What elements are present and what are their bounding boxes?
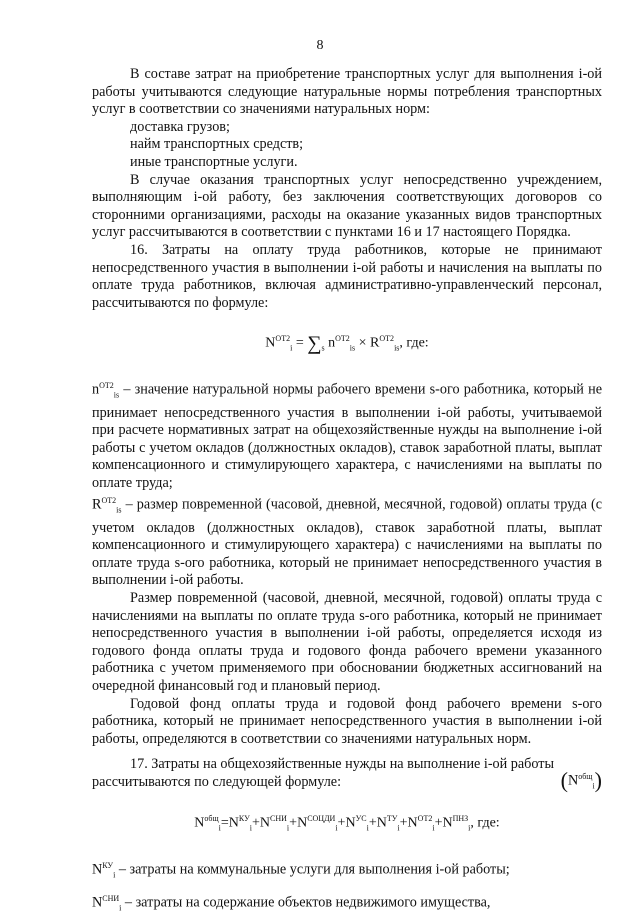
formula-symbol: N [345, 815, 356, 831]
formula-sup: ОТ2 [417, 813, 433, 823]
formula-symbol: N [442, 815, 453, 831]
def-sup: ОТ2 [101, 496, 117, 506]
formula-sub: i [468, 823, 471, 832]
list-item: иные транспортные услуги. [130, 153, 298, 170]
def-symbol: n [92, 382, 100, 399]
def-sub: i [592, 781, 595, 791]
formula-ot2 [92, 330, 602, 357]
formula-sub: i [432, 823, 435, 832]
def-sub: i [113, 870, 116, 880]
formula-symbol: N [228, 815, 239, 831]
def-text: – размер повременной (часовой, дневной, месячной, годовой) оплаты труда (с учетом окладов (должностных окладов), ставок заработной платы, выплат компенсационного и стимулирующего характера) с начислениями на выплаты по оплате труда s-ого работника, который не принимает непосредственного участия в выполнении i-ой работы. [92, 497, 602, 589]
formula-sub: is [349, 343, 356, 353]
definition-sni [92, 890, 602, 917]
formula-sub: i [218, 823, 221, 832]
definition-n [92, 377, 602, 492]
definition-ku [92, 857, 602, 884]
page-number: 8 [316, 38, 324, 53]
formula-sup: УС [355, 813, 367, 823]
formula-tail: , где: [399, 335, 429, 351]
def-symbol: N [92, 894, 103, 911]
def-symbol: N [92, 861, 103, 878]
formula-symbol: N [259, 815, 271, 831]
def-sub: is [116, 506, 122, 516]
def-text: – затраты на коммунальные услуги для выполнения i-ой работы; [115, 861, 510, 878]
formula-sub: i [335, 823, 338, 832]
def-sup: общ [578, 771, 593, 781]
formula-symbol: N [265, 335, 276, 351]
formula-sub: i [397, 823, 400, 832]
formula-operator: × [358, 335, 367, 351]
formula-symbol: N [376, 815, 387, 831]
formula-sup: ОТ2 [275, 334, 291, 344]
paragraph-transport: В составе затрат на приобретение транспортных услуг для выполнения i-ой работы учитываются следующие натуральные нормы потребления транспортных услуг в соответствии со значениями натуральных норм: [92, 66, 602, 118]
formula-sub: i [290, 343, 293, 353]
sum-sign: ∑ [307, 332, 322, 355]
para17-text: 17. Затраты на общехозяйственные нужды на выполнение i-ой работы [130, 756, 555, 773]
formula-sub: i [249, 823, 252, 832]
def-symbol: N [567, 772, 579, 789]
formula-sup: СНИ [270, 813, 287, 823]
formula-sup: КУ [238, 813, 250, 823]
paragraph-annual-fund: Годовой фонд оплаты труда и годовой фонд рабочего времени s-ого работника, который не принимает непосредственного участия в выполнении i-ой работы, определяются в соответствии со значениями натуральных норм. [92, 695, 602, 747]
list-item: доставка грузов; [130, 118, 230, 135]
formula-sup: ОТ2 [379, 334, 395, 344]
document-body [92, 66, 602, 917]
formula-tail: , где: [470, 815, 500, 831]
formula-sup: ТУ [386, 813, 398, 823]
formula-operator: = [295, 335, 304, 351]
formula-general: $N^{общ}_i=N^{КУ}_i+N^{СНИ}_i+N^{СОЦДИ}_i+N^{УС}_i+N^{ТУ}_i+N^{ОТ2}_i+N^{ПНЗ}_i$, где: [194, 813, 500, 832]
formula-sup: общ [204, 813, 219, 823]
def-sub: i [119, 903, 122, 913]
paragraph-17-cont: рассчитываются по следующей формуле: [92, 773, 342, 790]
def-sup: СНИ [102, 893, 120, 903]
list-item: найм транспортных средств; [130, 136, 304, 153]
formula-symbol: n [328, 335, 336, 351]
def-sup: ОТ2 [99, 381, 114, 391]
formula-symbol: N [297, 815, 308, 831]
def-text: – значение натуральной нормы рабочего времени s-ого работника, который не принимает непосредственного участия в выполнении i-ой работы, учитываемой при расчете нормативных затрат на общехозяйственные нужды на выполнение i-ой работы с учетом окладов (должностных окладов), ставок заработной платы, выплат компенсационного и стимулирующего характера, с начислениями на выплаты по оплате труда; [92, 382, 602, 491]
formula-sup: СОЦДИ [307, 813, 336, 823]
formula-symbol: N [407, 815, 418, 831]
formula-sup: ОТ2 [335, 334, 350, 344]
paragraph-own-transport: В случае оказания транспортных услуг непосредственно учреждением, выполняющим i-ой работу, без заключения соответствующих договоров со сторонними организациями, расходы на оказание указанных видов транспортных услуг рассчитываются в соответствии с пунктами 16 и 17 настоящего Порядка. [92, 171, 602, 241]
def-sub: is [113, 390, 120, 400]
definition-r [92, 492, 602, 590]
def-text: – затраты на содержание объектов недвижимого имущества, [121, 894, 491, 911]
formula-sub: i [286, 823, 290, 832]
def-symbol: R [92, 497, 102, 514]
paragraph-pay-size: Размер повременной (часовой, дневной, месячной, годовой) оплаты труда с начислениями на выплаты по оплате труда s-ого работника, который не принимает непосредственного участия в выполнении i-ой работы, определяется исходя из годового фонда оплаты труда и годового фонда рабочего времени указанного работника с учетом применяемого при обосновании бюджетных ассигнований на очередной финансовый год и плановый период. [92, 590, 602, 694]
def-sup: КУ [102, 860, 114, 870]
formula-sub: i [366, 823, 369, 832]
formula-sub: s [321, 343, 325, 353]
paragraph-16: 16. Затраты на оплату труда работников, которые не принимают непосредственного участия в выполнении i-ой работы и начисления на выплаты по оплате труда работников, включая административно-управленческий персонал, рассчитываются по формуле: [92, 241, 602, 311]
formula-sup: ПНЗ [452, 813, 469, 823]
formula-sub: is [394, 343, 400, 353]
formula-symbol: N [194, 815, 205, 831]
formula-symbol: R [370, 335, 380, 351]
para17-symbol: $(N^{общ}_i)$ [560, 767, 602, 793]
